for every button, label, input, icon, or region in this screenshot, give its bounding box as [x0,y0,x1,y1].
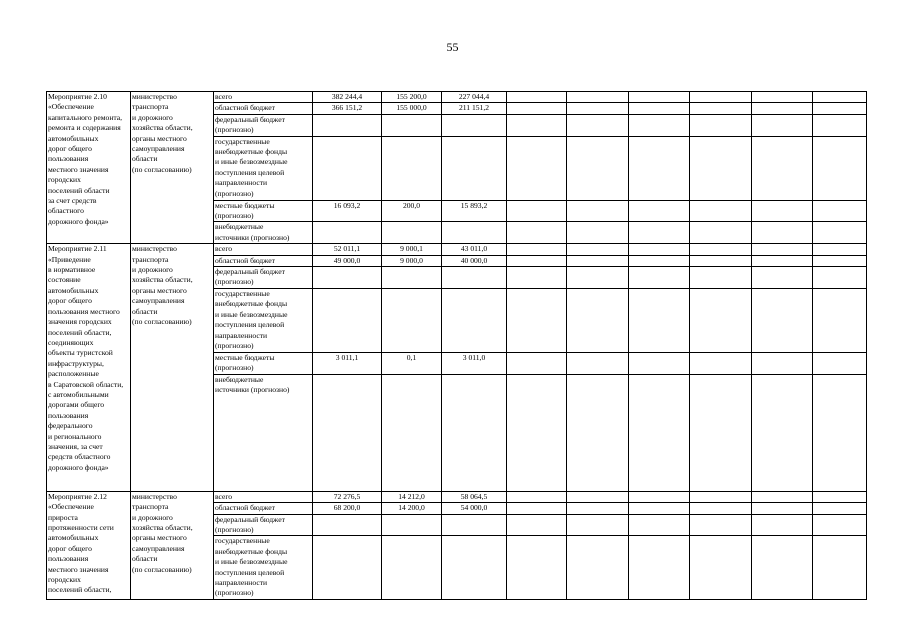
amount-y2: 54 000,0 [442,503,507,514]
empty-cell [752,352,813,374]
empty-cell [813,503,867,514]
funding-source: местные бюджеты (прогнозно) [214,352,313,374]
amount-total [313,267,382,289]
amount-total: 3 011,1 [313,352,382,374]
empty-cell [629,200,690,222]
amount-total: 52 011,1 [313,244,382,255]
empty-cell [567,244,629,255]
amount-y2: 58 064,5 [442,491,507,502]
empty-cell [752,491,813,502]
amount-total: 68 200,0 [313,503,382,514]
amount-y2 [442,114,507,136]
empty-cell [690,136,752,200]
empty-cell [567,503,629,514]
empty-cell [752,222,813,244]
amount-y2 [442,536,507,600]
empty-cell [752,244,813,255]
amount-y2: 40 000,0 [442,255,507,266]
empty-cell [507,288,567,352]
empty-cell [507,536,567,600]
amount-y1 [382,536,442,600]
amount-y2 [442,288,507,352]
amount-total: 366 151,2 [313,103,382,114]
empty-cell [629,136,690,200]
empty-cell [629,244,690,255]
empty-cell [629,222,690,244]
empty-cell [507,92,567,103]
empty-cell [690,103,752,114]
funding-source: всего [214,491,313,502]
amount-y1: 14 212,0 [382,491,442,502]
amount-y1: 155 200,0 [382,92,442,103]
empty-cell [507,491,567,502]
empty-cell [690,491,752,502]
empty-cell [813,374,867,491]
amount-y2 [442,374,507,491]
empty-cell [690,267,752,289]
empty-cell [813,255,867,266]
funding-source: федеральный бюджет (прогнозно) [214,514,313,536]
amount-total [313,374,382,491]
amount-y2 [442,267,507,289]
amount-total [313,288,382,352]
amount-y1: 9 000,0 [382,255,442,266]
empty-cell [507,103,567,114]
amount-y1 [382,288,442,352]
empty-cell [567,514,629,536]
empty-cell [507,503,567,514]
amount-total: 72 276,5 [313,491,382,502]
amount-y1 [382,136,442,200]
empty-cell [690,374,752,491]
empty-cell [629,103,690,114]
empty-cell [629,267,690,289]
empty-cell [567,267,629,289]
empty-cell [690,255,752,266]
amount-y1 [382,514,442,536]
amount-total [313,536,382,600]
amount-y2: 3 011,0 [442,352,507,374]
amount-y1 [382,374,442,491]
amount-y2: 211 151,2 [442,103,507,114]
amount-y2: 227 044,4 [442,92,507,103]
funding-source: государственные внебюджетные фонды и иные безвозмездные поступления целевой направленности (прогнозно) [214,136,313,200]
empty-cell [507,352,567,374]
empty-cell [507,267,567,289]
empty-cell [752,103,813,114]
empty-cell [567,255,629,266]
funding-source: федеральный бюджет (прогнозно) [214,114,313,136]
empty-cell [690,514,752,536]
empty-cell [690,92,752,103]
empty-cell [813,288,867,352]
empty-cell [507,255,567,266]
funding-source: внебюджетные источники (прогнозно) [214,222,313,244]
empty-cell [813,536,867,600]
amount-total: 16 093,2 [313,200,382,222]
empty-cell [567,288,629,352]
empty-cell [813,114,867,136]
empty-cell [567,136,629,200]
empty-cell [813,491,867,502]
empty-cell [507,244,567,255]
empty-cell [813,92,867,103]
empty-cell [752,200,813,222]
empty-cell [752,114,813,136]
empty-cell [813,352,867,374]
empty-cell [629,536,690,600]
empty-cell [690,222,752,244]
table-row [47,491,905,502]
amount-total [313,222,382,244]
amount-y1 [382,267,442,289]
funding-source: всего [214,244,313,255]
amount-y1: 9 000,1 [382,244,442,255]
amount-y1 [382,222,442,244]
empty-cell [752,255,813,266]
empty-cell [629,491,690,502]
amount-total [313,514,382,536]
budget-table [46,91,905,600]
empty-cell [629,503,690,514]
activity-name: Мероприятие 2.10 «Обеспечение капитального ремонта, ремонта и содержания автомобильных дорог общего пользования местного значения городских поселений области за счет средств областного дорожного фонда» [47,92,131,244]
empty-cell [567,114,629,136]
empty-cell [690,114,752,136]
empty-cell [629,374,690,491]
empty-cell [507,222,567,244]
activity-name: Мероприятие 2.12 «Обеспечение прироста протяженности сети автомобильных дорог общего пользования местного значения городских поселений области, [47,491,131,600]
empty-cell [567,222,629,244]
amount-y1: 200,0 [382,200,442,222]
empty-cell [690,503,752,514]
funding-source: областной бюджет [214,255,313,266]
amount-total [313,136,382,200]
empty-cell [567,374,629,491]
activity-name: Мероприятие 2.11 «Приведение в нормативное состояние автомобильных дорог общего пользования местного значения городских поселений области, соединяющих объекты туристской инфраструктуры, расположенные в Саратовской области, с автомобильными дорогами общего пользования федерального и регионального значения, за счет средств областного дорожного фонда» [47,244,131,491]
amount-y2: 43 011,0 [442,244,507,255]
empty-cell [690,536,752,600]
empty-cell [752,514,813,536]
empty-cell [752,288,813,352]
empty-cell [813,514,867,536]
amount-y1 [382,114,442,136]
empty-cell [629,288,690,352]
empty-cell [813,267,867,289]
empty-cell [507,514,567,536]
funding-source: местные бюджеты (прогнозно) [214,200,313,222]
activity-executor: министерство транспорта и дорожного хозяйства области, органы местного самоуправления области (по согласованию) [131,244,214,491]
amount-total: 382 244,4 [313,92,382,103]
empty-cell [690,244,752,255]
empty-cell [752,374,813,491]
empty-cell [690,352,752,374]
activity-executor: министерство транспорта и дорожного хозяйства области, органы местного самоуправления области (по согласованию) [131,92,214,244]
empty-cell [752,536,813,600]
amount-total [313,114,382,136]
empty-cell [507,374,567,491]
funding-source: всего [214,92,313,103]
empty-cell [567,536,629,600]
amount-y2 [442,514,507,536]
funding-source: областной бюджет [214,103,313,114]
empty-cell [567,200,629,222]
empty-cell [752,136,813,200]
empty-cell [629,92,690,103]
empty-cell [752,92,813,103]
amount-y2: 15 893,2 [442,200,507,222]
empty-cell [507,136,567,200]
empty-cell [629,514,690,536]
funding-source: внебюджетные источники (прогнозно) [214,374,313,491]
amount-y1: 14 200,0 [382,503,442,514]
empty-cell [507,114,567,136]
empty-cell [629,255,690,266]
empty-cell [567,352,629,374]
empty-cell [567,491,629,502]
table-body [47,92,905,600]
empty-cell [752,503,813,514]
empty-cell [813,200,867,222]
funding-source: областной бюджет [214,503,313,514]
empty-cell [629,352,690,374]
page-number: 55 [446,40,459,54]
amount-y2 [442,136,507,200]
empty-cell [690,288,752,352]
empty-cell [507,200,567,222]
amount-y1: 155 000,0 [382,103,442,114]
table-row [47,244,905,255]
amount-y1: 0,1 [382,352,442,374]
empty-cell [813,222,867,244]
empty-cell [813,136,867,200]
empty-cell [690,200,752,222]
amount-total: 49 000,0 [313,255,382,266]
empty-cell [567,103,629,114]
funding-source: государственные внебюджетные фонды и иные безвозмездные поступления целевой направленности (прогнозно) [214,536,313,600]
activity-executor: министерство транспорта и дорожного хозяйства области, органы местного самоуправления области (по согласованию) [131,491,214,600]
amount-y2 [442,222,507,244]
empty-cell [813,103,867,114]
table-row [47,92,905,103]
empty-cell [813,244,867,255]
empty-cell [752,267,813,289]
empty-cell [629,114,690,136]
empty-cell [567,92,629,103]
funding-source: федеральный бюджет (прогнозно) [214,267,313,289]
funding-source: государственные внебюджетные фонды и иные безвозмездные поступления целевой направленности (прогнозно) [214,288,313,352]
